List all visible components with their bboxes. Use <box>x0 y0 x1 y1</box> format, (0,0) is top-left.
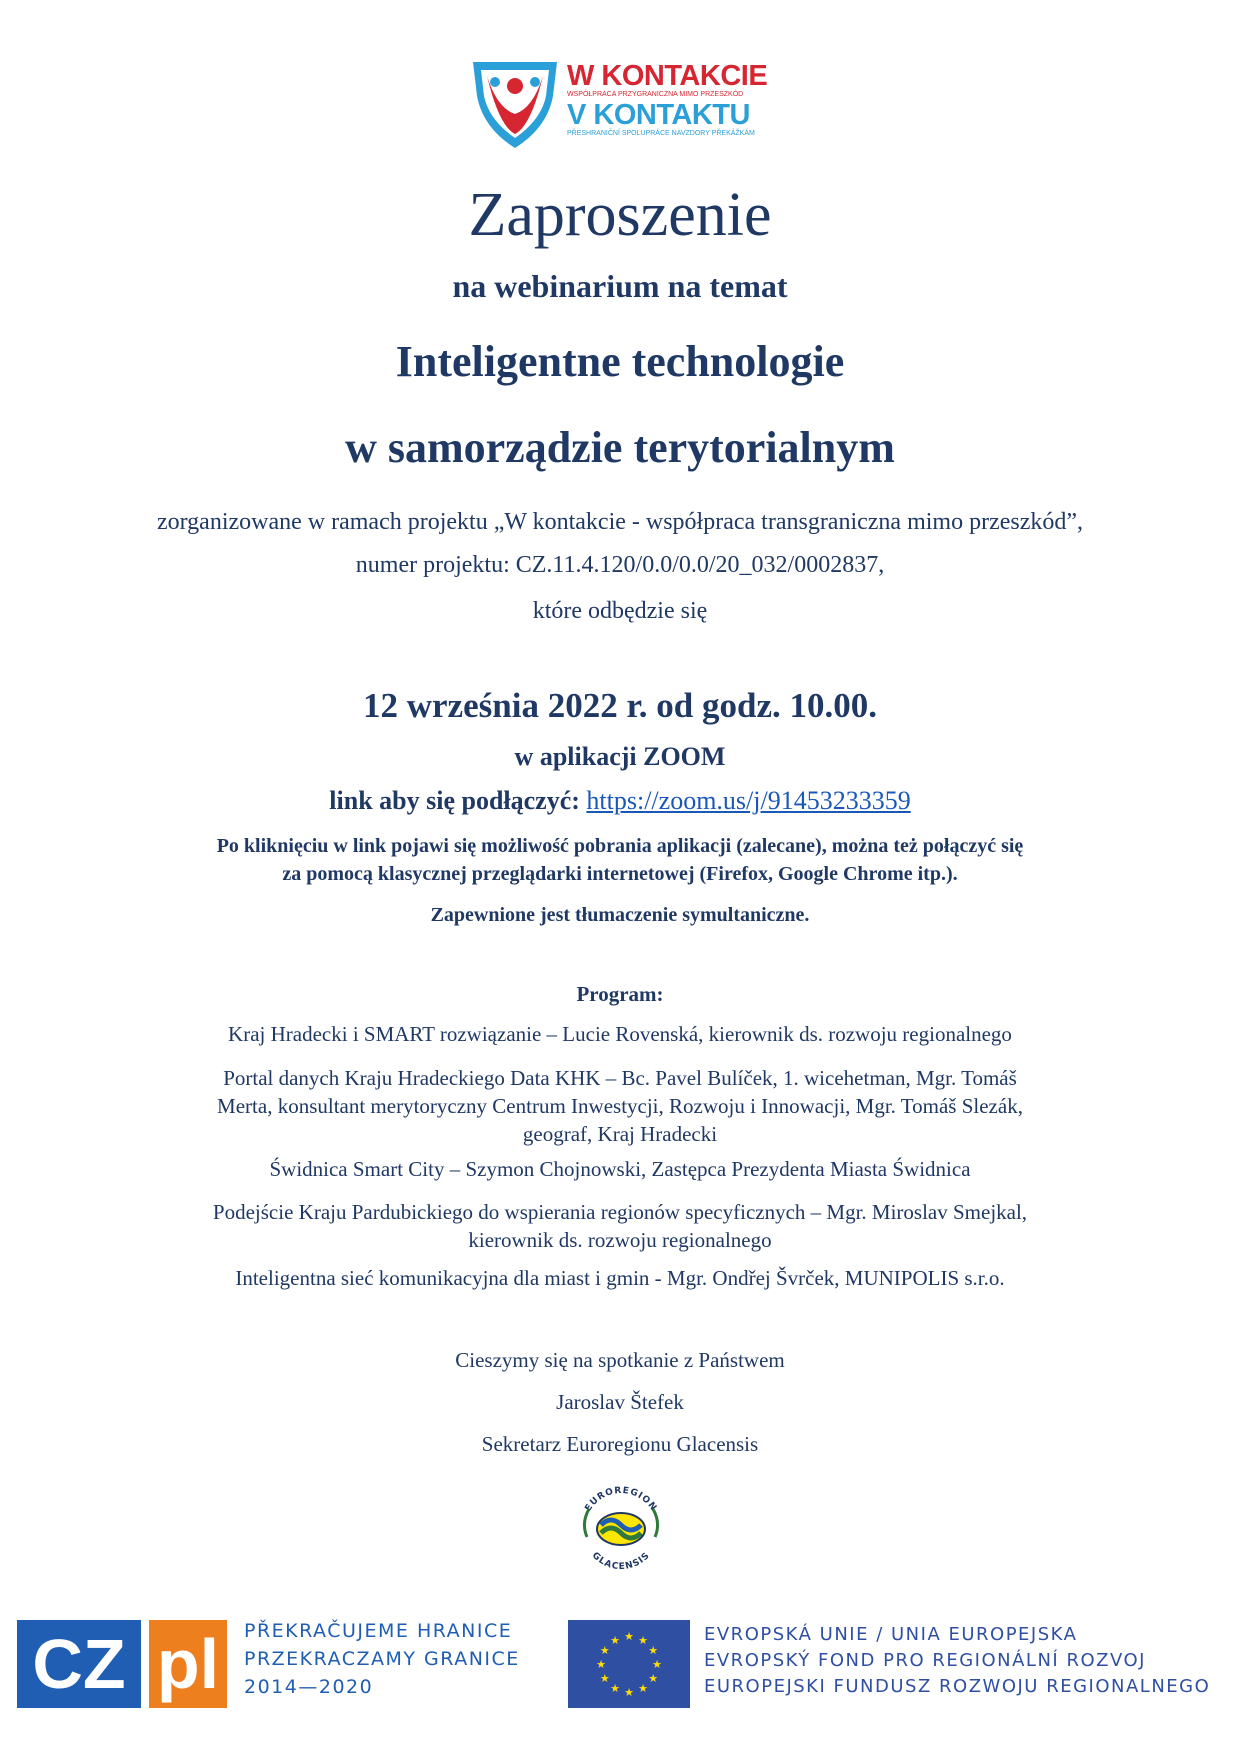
logo-subline2: PŘESHRANIČNÍ SPOLUPRÁCE NAVZDORY PŘEKÁŽKÁM <box>567 130 755 137</box>
info-line2: za pomocą klasycznej przeglądarki internetowej (Firefox, Google Chrome itp.). <box>282 863 958 885</box>
signature-role: Sekretarz Euroregionu Glacensis <box>481 1432 759 1456</box>
program-item <box>0 1020 1240 1048</box>
program-item-line: kierownik ds. rozwoju regionalnego <box>468 1228 772 1252</box>
eu-star: ★ <box>624 1631 634 1643</box>
program-item-line: Portal danych Kraju Hradeckiego Data KHK – Bc. Pavel Bulíček, 1. wicehetman, Mgr. Tomáš <box>223 1066 1017 1090</box>
euroregion-glacensis-logo <box>567 1475 675 1583</box>
program-item <box>0 1198 1240 1254</box>
program-item-line: Świdnica Smart City – Szymon Chojnowski, Zastępca Prezydenta Miasta Świdnica <box>269 1157 971 1181</box>
eu-star: ★ <box>599 1673 610 1685</box>
svg-text:EUROREGION: EUROREGION <box>583 1485 659 1514</box>
czpl-pl: pl <box>149 1620 227 1708</box>
program-item-line: geograf, Kraj Hradecki <box>522 1122 718 1146</box>
intro-line3: które odbędzie się <box>532 598 708 624</box>
translation-note: Zapewnione jest tłumaczenie symultaniczne. <box>430 904 810 926</box>
program-item-line: Kraj Hradecki i SMART rozwiązanie – Lucie Rovenská, kierownik ds. rozwoju regionalnego <box>228 1022 1012 1046</box>
eu-star: ★ <box>648 1673 659 1685</box>
program-item-line: Merta, konsultant merytoryczny Centrum Inwestycji, Rozwoju i Innowacji, Mgr. Tomáš Slezák, <box>217 1094 1023 1118</box>
zoom-link[interactable]: https://zoom.us/j/91453233359 <box>586 786 911 815</box>
link-line <box>0 786 1240 816</box>
eu-star: ★ <box>610 1683 620 1696</box>
eu-line3: EUROPEJSKI FUNDUSZ ROZWOJU REGIONALNEGO <box>704 1676 1211 1697</box>
page-subtitle: na webinarium na temat <box>452 268 788 304</box>
eu-star: ★ <box>610 1634 620 1647</box>
shield-people-icon <box>469 56 561 152</box>
logo-subline1: WSPÓŁPRACA PRZYGRANICZNA MIMO PRZESZKÓD <box>567 91 744 98</box>
czpl-cz: CZ <box>17 1620 141 1708</box>
eu-flag-icon <box>568 1620 690 1708</box>
eu-star: ★ <box>652 1659 662 1671</box>
intro-line2: numer projektu: CZ.11.4.120/0.0/0.0/20_032/0002837, <box>355 552 885 578</box>
program-item-line: Inteligentna sieć komunikacyjna dla miast i gmin - Mgr. Ondřej Švrček, MUNIPOLIS s.r.o. <box>235 1266 1005 1290</box>
eu-star: ★ <box>596 1659 606 1671</box>
svg-text:GLACENSIS: GLACENSIS <box>589 1550 653 1573</box>
program-line1: PŘEKRAČUJEME HRANICE <box>244 1620 513 1642</box>
program-item <box>0 1264 1240 1292</box>
eu-star: ★ <box>648 1645 659 1657</box>
eu-line1: EVROPSKÁ UNIE / UNIA EUROPEJSKA <box>704 1624 1078 1645</box>
czpl-program-logo <box>17 1620 227 1708</box>
program-years: 2014—2020 <box>244 1676 374 1698</box>
euroregion-emblem-icon <box>567 1475 675 1583</box>
topic-line2: w samorządzie terytorialnym <box>345 423 895 472</box>
program-item <box>0 1155 1240 1183</box>
eu-star: ★ <box>599 1645 610 1657</box>
eu-star: ★ <box>638 1683 648 1696</box>
intro-line1: zorganizowane w ramach projektu „W kontakcie - współpraca transgraniczna mimo przeszkód”, <box>156 509 1084 535</box>
signature-name: Jaroslav Štefek <box>556 1390 684 1414</box>
eu-star: ★ <box>638 1634 648 1647</box>
topic-line1: Inteligentne technologie <box>395 337 845 386</box>
project-logo <box>453 40 789 162</box>
info-line1: Po kliknięciu w link pojawi się możliwość pobrania aplikacji (zalecane), można też połączyć się <box>216 835 1024 857</box>
eu-star: ★ <box>624 1687 634 1699</box>
program-item <box>0 1064 1240 1148</box>
event-date: 12 września 2022 r. od godz. 10.00. <box>363 686 877 725</box>
logo-line2: V KONTAKTU <box>567 99 750 131</box>
event-app: w aplikacji ZOOM <box>514 742 726 771</box>
link-label: link aby się podłączyć: <box>329 786 580 815</box>
eu-line2: EVROPSKÝ FOND PRO REGIONÁLNÍ ROZVOJ <box>704 1650 1146 1671</box>
program-heading: Program: <box>576 982 664 1006</box>
program-item-line: Podejście Kraju Pardubickiego do wspierania regionów specyficznych – Mgr. Miroslav Smejkal, <box>212 1200 1028 1224</box>
closing-line: Cieszymy się na spotkanie z Państwem <box>455 1348 785 1372</box>
page-title: Zaproszenie <box>468 181 772 249</box>
logo-line1: W KONTAKCIE <box>567 60 768 92</box>
program-line2: PRZEKRACZAMY GRANICE <box>244 1648 520 1670</box>
